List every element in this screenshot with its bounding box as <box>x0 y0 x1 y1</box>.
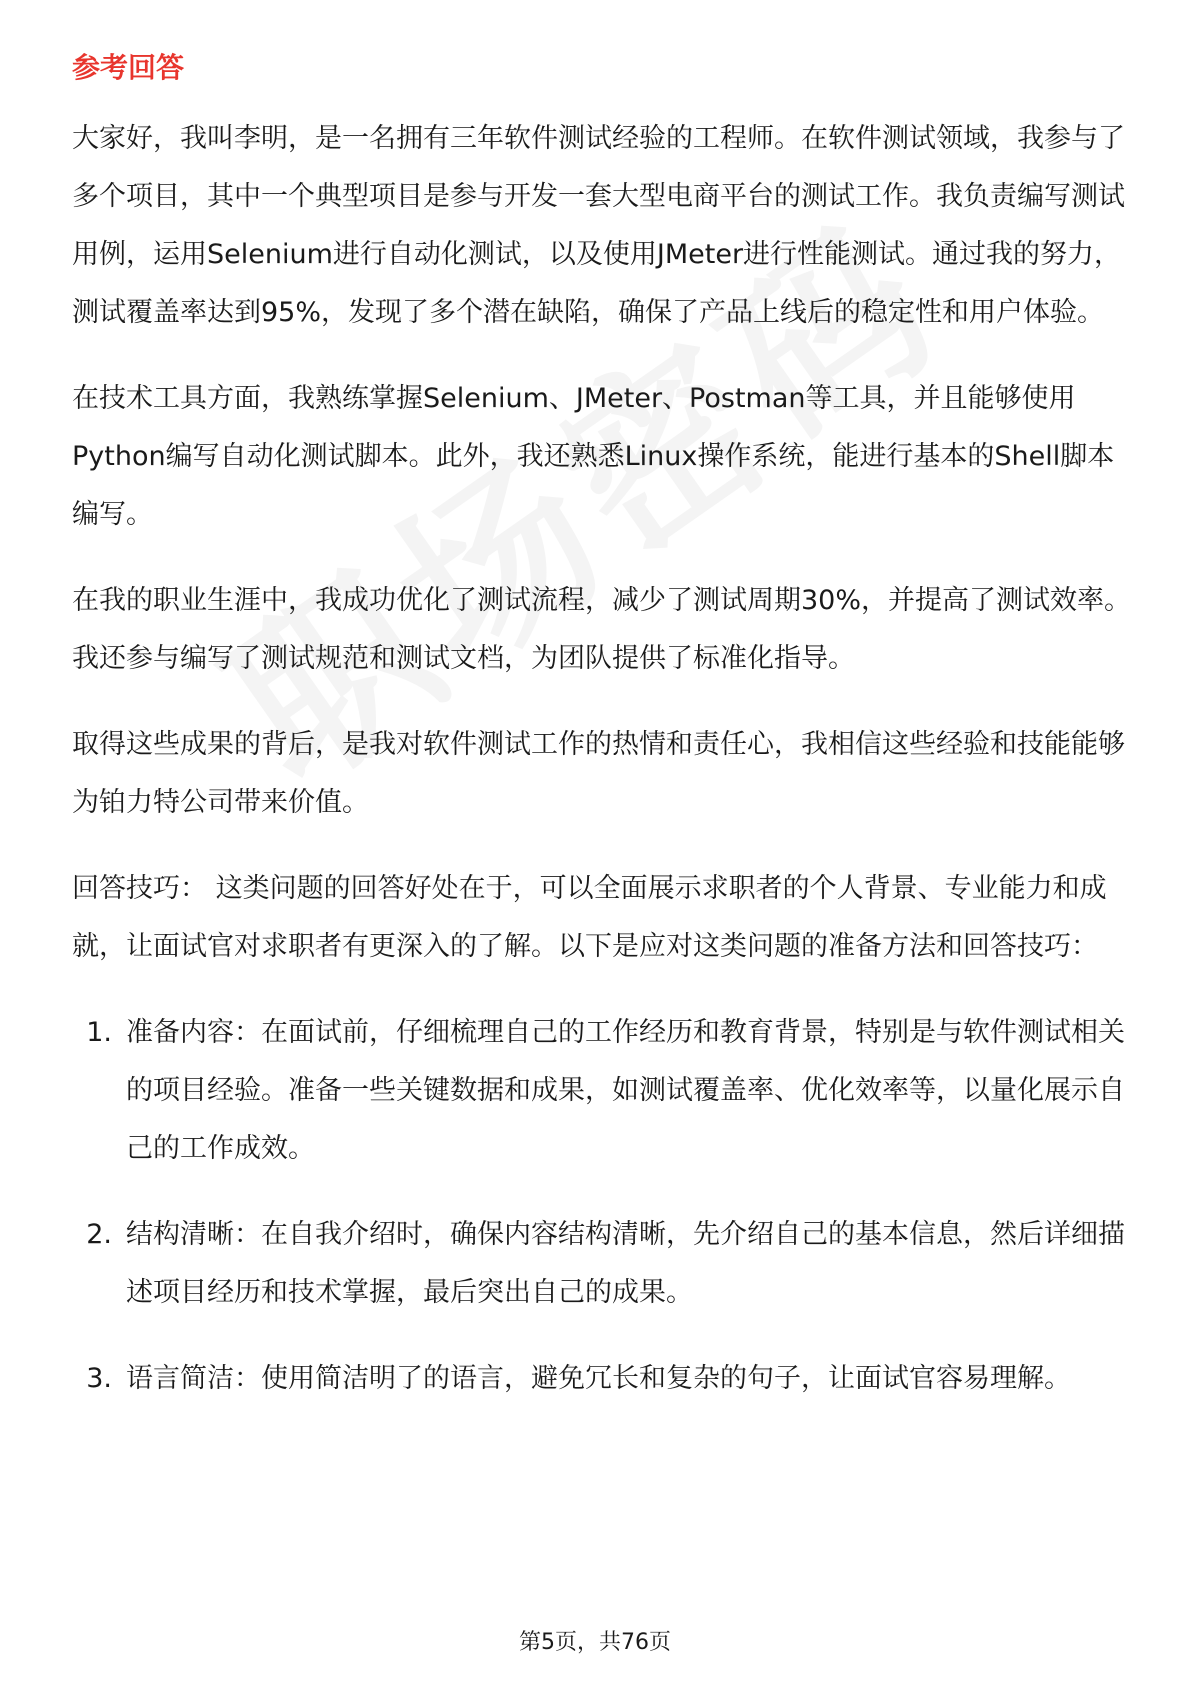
paragraph-intro: 大家好，我叫李明，是一名拥有三年软件测试经验的工程师。在软件测试领域，我参与了多个项目，其中一个典型项目是参与开发一套大型电商平台的测试工作。我负责编写测试用例，运用Selenium进行自动化测试，以及使用JMeter进行性能测试。通过我的努力，测试覆盖率达到95%，发现了多个潜在缺陷，确保了产品上线后的稳定性和用户体验。 <box>72 123 1125 328</box>
list-item <box>72 1206 1132 1322</box>
list-number: 3. <box>86 1363 112 1394</box>
list-item <box>72 1350 1132 1408</box>
list-text: 准备内容：在面试前，仔细梳理自己的工作经历和教育背景，特别是与软件测试相关的项目经验。准备一些关键数据和成果，如测试覆盖率、优化效率等，以量化展示自己的工作成效。 <box>126 1017 1125 1164</box>
page-footer: 第5页，共76页 <box>519 1630 671 1655</box>
list-text: 结构清晰：在自我介绍时，确保内容结构清晰，先介绍自己的基本信息，然后详细描述项目经历和技术掌握，最后突出自己的成果。 <box>126 1219 1125 1308</box>
tips-list <box>72 1004 1132 1408</box>
paragraph-career: 在我的职业生涯中，我成功优化了测试流程，减少了测试周期30%，并提高了测试效率。我还参与编写了测试规范和测试文档，为团队提供了标准化指导。 <box>72 585 1132 674</box>
list-number: 1. <box>86 1017 112 1048</box>
section-heading: 参考回答 <box>72 51 185 84</box>
paragraph-tools: 在技术工具方面，我熟练掌握Selenium、JMeter、Postman等工具，并且能够使用Python编写自动化测试脚本。此外，我还熟悉Linux操作系统，能进行基本的Shell脚本编写。 <box>72 383 1115 530</box>
list-number: 2. <box>86 1219 112 1250</box>
paragraph-closing: 取得这些成果的背后，是我对软件测试工作的热情和责任心，我相信这些经验和技能能够为铂力特公司带来价值。 <box>72 729 1125 818</box>
list-item <box>72 1004 1132 1178</box>
paragraph-tips: 回答技巧： 这类问题的回答好处在于，可以全面展示求职者的个人背景、专业能力和成就，让面试官对求职者有更深入的了解。以下是应对这类问题的准备方法和回答技巧： <box>72 873 1107 962</box>
document-body <box>72 48 1132 1436</box>
list-text: 语言简洁：使用简洁明了的语言，避免冗长和复杂的句子，让面试官容易理解。 <box>126 1363 1071 1394</box>
